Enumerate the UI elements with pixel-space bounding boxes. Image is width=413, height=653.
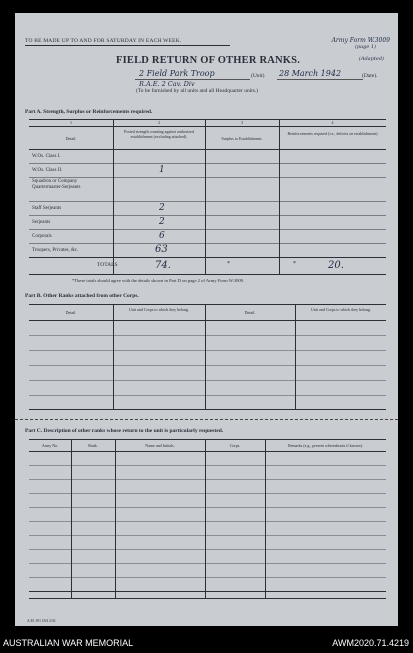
partC-col-name: Name and Initials. [145, 443, 175, 448]
partB-col-unit-2: Unit and Corps to which they belong. [310, 307, 372, 312]
footer-right: AWM2020.71.4219 [332, 638, 409, 648]
partC-table [29, 439, 386, 599]
row-detail-cqms: Squadron or Company Quartermaster-Serjeants [32, 179, 81, 190]
col-number-4: 4 [331, 120, 334, 125]
col-number-1: 1 [70, 120, 72, 125]
row-detail-wo1: W.Os. Class I. [32, 154, 61, 159]
total-surplus: * [227, 261, 230, 267]
page-number: (page 1) [354, 44, 376, 50]
row-posted-corporals: 6 [159, 231, 165, 241]
partC-title: Part C. Description of other ranks whose return to the unit is particularly requested. [25, 428, 224, 434]
partB-col-unit-1: Unit and Corps to which they belong. [128, 307, 190, 312]
row-detail-wo2: W.Os. Class II. [32, 168, 63, 173]
col-number-3: 3 [241, 120, 243, 125]
row-detail-corporals: Corporals [32, 234, 52, 239]
partC-col-army-no: Army No. [41, 443, 59, 448]
date-label: (Date). [362, 73, 378, 79]
top-left-underline [25, 45, 230, 46]
date-underline [277, 79, 363, 80]
unit-sub: R.A.E. 2 Cav. Div [139, 80, 195, 88]
footer-left: AUSTRALIAN WAR MEMORIAL [3, 638, 134, 648]
form-number: Army Form W.3009 [331, 37, 390, 44]
unit-value: 2 Field Park Troop [139, 69, 215, 78]
partC-col-rank: Rank. [88, 443, 98, 448]
totals-label: TOTALS [97, 262, 118, 268]
instruction: (To be furnished by all units and all Headquarter units.) [136, 88, 259, 94]
partA-footnote: *These totals should agree with the details shown in Part D on page 2 of Army Form W.3009. [72, 278, 245, 283]
row-detail-staff-serjeants: Staff Serjeants [32, 206, 62, 211]
total-reinf-marker: * [293, 261, 296, 267]
partC-col-remarks: Remarks (e.g., present whereabouts if known). [288, 443, 363, 448]
form-title: FIELD RETURN OF OTHER RANKS. [116, 55, 301, 66]
partB-title: Part B. Other Ranks attached from other Corps. [25, 293, 139, 299]
col-header-detail: Detail. [65, 136, 77, 141]
print-reference: A.M. 391 18/4 2/43 [27, 619, 56, 623]
adapted-note: (Adapted) [358, 56, 384, 62]
total-posted: 74. [155, 260, 171, 271]
perforation-line [15, 419, 398, 420]
row-posted-wo2: 1 [159, 165, 165, 175]
date-value: 28 March 1942 [279, 69, 342, 78]
partA-title: Part A. Strength, Surplus or Reinforcements required. [25, 109, 153, 115]
unit-label: (Unit) [251, 73, 265, 79]
col-header-reinf: Reinforcements required (i.e., deficits on establishment). [287, 131, 379, 136]
col-header-posted: Posted strength counting against authorized establishment (excluding attached). [124, 129, 194, 139]
total-reinf: 20. [328, 260, 344, 271]
row-posted-serjeants: 2 [159, 217, 165, 227]
partB-table [29, 304, 386, 410]
col-number-2: 2 [158, 120, 160, 125]
partA-table [29, 119, 386, 275]
partB-col-detail-2: Detail. [244, 310, 256, 315]
partC-col-corps: Corps. [229, 443, 241, 448]
partB-col-detail-1: Detail. [65, 310, 77, 315]
field-return-form [15, 13, 398, 626]
top-left-instruction: TO BE MADE UP TO AND FOR SATURDAY IN EACH WEEK. [25, 38, 182, 44]
row-detail-troopers: Troopers, Privates, &c. [32, 248, 79, 253]
row-posted-troopers: 63 [155, 244, 168, 255]
col-header-surplus: Surplus to Establishment. [221, 136, 263, 141]
row-detail-serjeants: Serjeants [32, 220, 51, 225]
row-posted-staff-serjeants: 2 [159, 203, 165, 213]
